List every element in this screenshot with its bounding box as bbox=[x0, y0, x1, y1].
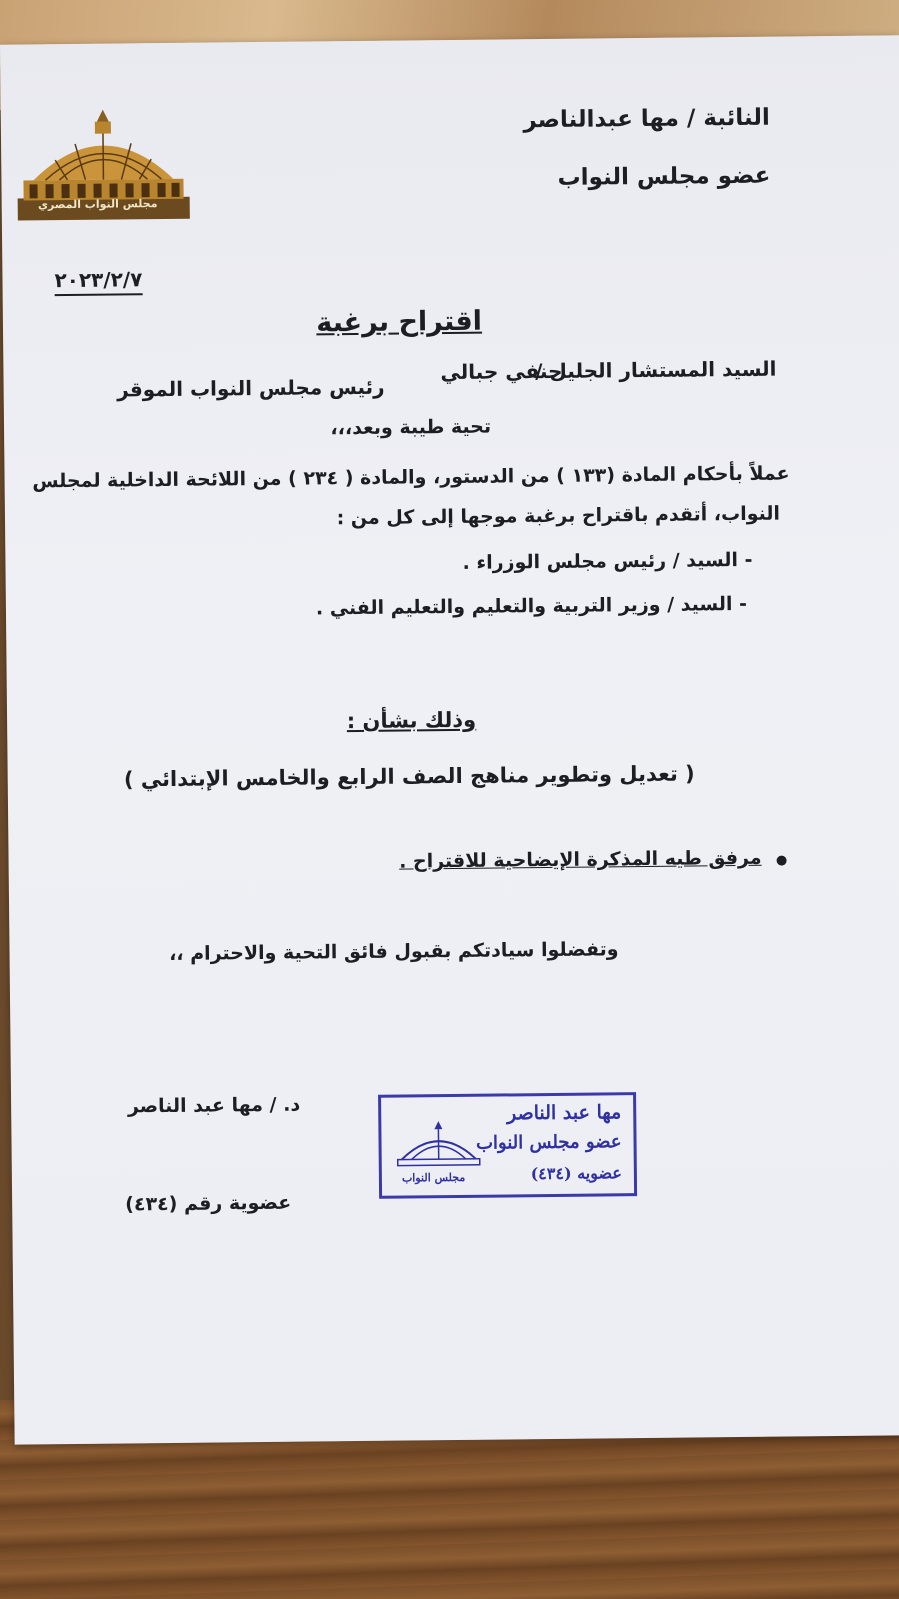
document-date: ٢٠٢٣/٢/٧ bbox=[54, 267, 142, 296]
recipient-item-2: - السيد / وزير التربية والتعليم والتعليم الفني . bbox=[315, 592, 748, 620]
closing-line: وتفضلوا سيادتكم بقبول فائق التحية والاحترام ،، bbox=[169, 938, 619, 965]
stamp-caption: مجلس النواب bbox=[401, 1170, 466, 1185]
document-page bbox=[0, 35, 899, 1444]
signature-name: د. / مها عبد الناصر bbox=[127, 1093, 301, 1118]
subject-heading: وذلك بشأن : bbox=[346, 707, 477, 734]
sender-name: النائبة / مها عبدالناصر bbox=[523, 104, 770, 134]
recipient-item-1: - السيد / رئيس مجلس الوزراء . bbox=[462, 548, 753, 574]
addressee-honorific: السيد المستشار الجليل / bbox=[535, 356, 777, 384]
stamp-name: مها عبد الناصر bbox=[506, 1101, 622, 1125]
addressee-name: حنفي جبالي bbox=[440, 358, 563, 385]
stamp-title: عضو مجلس النواب bbox=[475, 1131, 622, 1154]
addressee-position: رئيس مجلس النواب الموقر bbox=[117, 374, 385, 402]
subject-text: ( تعديل وتطوير مناهج الصف الرابع والخامس الإبتدائي ) bbox=[123, 761, 695, 792]
bullet-icon bbox=[777, 856, 787, 866]
body-line-2: النواب، أتقدم باقتراح برغبة موجها إلى كل من : bbox=[336, 502, 781, 530]
document-title: اقتراح برغبة bbox=[316, 305, 483, 339]
stamp-parliament-icon bbox=[393, 1119, 484, 1170]
membership-number: عضوية رقم (٤٣٤) bbox=[125, 1191, 292, 1216]
stamp-membership: عضويه (٤٣٤) bbox=[530, 1163, 622, 1184]
greeting: تحية طيبة وبعد،،، bbox=[330, 415, 492, 440]
sender-title: عضو مجلس النواب bbox=[557, 162, 771, 191]
logo-caption: مجلس النواب المصري bbox=[37, 197, 158, 212]
official-stamp bbox=[378, 1092, 637, 1199]
attachment-note: مرفق طيه المذكرة الإيضاحية للاقتراح . bbox=[399, 846, 762, 873]
body-line-1: عملاً بأحكام المادة (١٣٣ ) من الدستور، والمادة ( ٢٣٤ ) من اللائحة الداخلية لمجلس bbox=[32, 462, 790, 493]
